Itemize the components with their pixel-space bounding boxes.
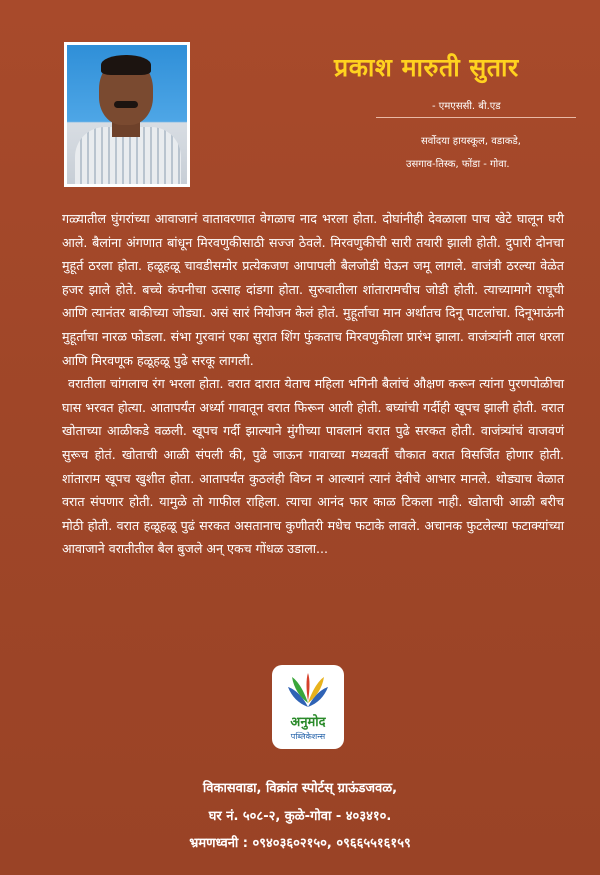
- publisher-logo-title: अनुमोद: [290, 715, 326, 730]
- publisher-address-line2: घर नं. ५०८-२, कुळे-गोवा - ४०३४१०.: [208, 809, 392, 824]
- publisher-logo: [272, 665, 344, 749]
- book-excerpt: [62, 207, 564, 561]
- publisher-phone: भ्रमणध्वनी : ०९४०३६०२१५०, ०९६६५५१६१५९: [189, 836, 411, 851]
- author-photo: [64, 42, 190, 187]
- excerpt-paragraph-2: वरातीला चांगलाच रंग भरला होता. वरात दारात येताच महिला भगिनी बैलांचं औक्षण करून त्यांना पुरणपोळीचा घास भरवत होत्या. आतापर्यंत अर्ध्या गावातून वरात फिरून आली होती. बघ्यांची गर्दीही खूपच झाली होती. वरात खोताच्या आळीकडे वळली. खूपच गर्दी झाल्याने मुंगीच्या पावलानं वरात पुढे सरकत होती. वाजंत्र्यांचं वाजवणं सुरूच होतं. खोताची आळी संपली की, पुढे जाऊन गावाच्या मध्यवर्ती चौकात वरात विसर्जित होणार होती. शांताराम खूपच खुशीत होता. आतापर्यंत कुठलंही विघ्न न आल्यानं त्यानं देवीचे आभार मानले. थोड्याच वेळात वरात संपणार होती. यामुळे तो गाफील राहिला. त्याचा आनंद फार काळ टिकला नाही. खोताची आळी बरीच मोठी होती. वरात हळूहळू पुढं सरकत असतानाच कुणीतरी मधेच फटाके लावले. अचानक फुटलेल्या फटाक्यांच्या आवाजाने वरातीतील बैल बुजले अन् एकच गोंधळ उडाला...: [62, 376, 564, 557]
- author-name: प्रकाश मारुती सुतार: [334, 53, 519, 82]
- author-school-line2: उसगाव-तिस्क, फोंडा - गोवा.: [406, 159, 510, 170]
- book-leaves-icon: [284, 671, 332, 711]
- portrait-hair: [101, 55, 151, 75]
- divider: [376, 117, 576, 118]
- publisher-logo-subtitle: पब्लिकेशन्स: [290, 732, 326, 741]
- author-portrait: [67, 45, 187, 184]
- author-school-line1: सर्वोदया हायस्कूल, वडाकडे,: [421, 136, 521, 147]
- publisher-address-line1: विकासवाडा, विक्रांत स्पोर्टस् ग्राऊंडजवळ,: [202, 781, 398, 796]
- excerpt-paragraph-1: गळ्यातील घुंगरांच्या आवाजानं वातावरणात वेगळाच नाद भरला होता. दोघांनीही देवळाला पाच खेटे घालून घरी आले. बैलांना अंगणात बांधून मिरवणुकीसाठी सज्ज ठेवले. मिरवणुकीची सारी तयारी झाली होती. दुपारी दोनचा मुहूर्त ठरला होता. हळूहळू चावडीसमोर प्रत्येकजण आपापली बैलजोडी घेऊन जमू लागले. वाजंत्री ठरल्या वेळेत हजर झाले होते. बच्चे कंपनीचा उत्साह दांडगा होता. सुरुवातीला शांतारामचीच जोडी होती. त्याच्यामागे राघूची आणि त्यानंतर बाकीच्या जोड्या. असं सारं नियोजन केलं होतं. मुहूर्ताचा मान अर्थातच दिनू पाटलांचा. दिनूभाऊंनी मुहूर्ताचा नारळ फोडला. संभा गुरवानं एका सुरात शिंग फुंकताच मिरवणुकीला प्रारंभ झाला. वाजंत्र्यांनी ताल धरला आणि मिरवणूक हळूहळू पुढे सरकू लागली.: [62, 211, 564, 368]
- author-degree: - एमएससी. बी.एड: [432, 101, 501, 112]
- portrait-moustache: [114, 101, 138, 108]
